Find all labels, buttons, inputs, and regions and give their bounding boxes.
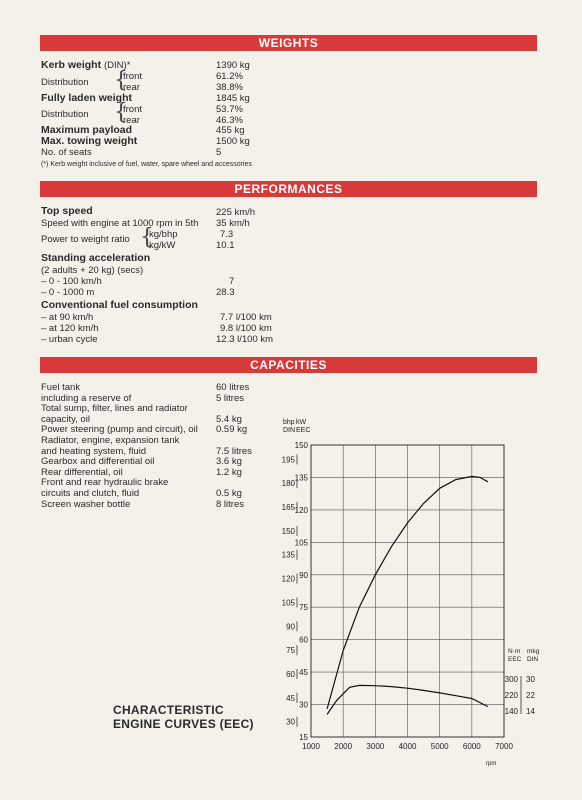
bhp-tick-label: 165: [281, 503, 295, 513]
bhp-tick-label: 75: [286, 646, 295, 656]
brace-icon: {: [140, 225, 154, 250]
rear-label-2: rear: [123, 115, 140, 126]
chart-title-line-2: ENGINE CURVES (EEC): [113, 717, 254, 731]
kw-tick-label: 60: [299, 635, 308, 645]
torque-mkg-tick: 22: [526, 691, 535, 700]
x-tick-label: 7000: [495, 742, 513, 751]
torque-nm-tick: 300: [504, 675, 518, 684]
laden-front-value: 53.7%: [216, 104, 243, 115]
kw-tick-label: 105: [294, 538, 308, 548]
x-tick-label: 2000: [334, 742, 353, 751]
chart-title-line-1: CHARACTERISTIC: [113, 703, 224, 717]
x-tick-label: 6000: [462, 742, 481, 751]
power-weight-label: Power to weight ratio: [41, 234, 130, 245]
fuel-label: Conventional fuel consumption: [41, 299, 198, 311]
kerb-weight-value: 1390 kg: [216, 60, 250, 71]
capacity-label: Gearbox and differential oil: [41, 456, 155, 468]
x-tick-label: 1000: [302, 742, 320, 751]
front-label: front: [123, 71, 143, 82]
laden-rear-value: 46.3%: [216, 115, 243, 126]
torque-mkg-tick: 14: [526, 707, 535, 716]
acc-100-value: 7: [229, 276, 235, 287]
bhp-tick-label: 135: [281, 550, 295, 560]
bhp-unit-label: bhp: [283, 419, 295, 426]
din-unit-label: DIN: [283, 427, 296, 434]
torque-nm-tick: 140: [504, 707, 518, 716]
kw-tick-label: 15: [299, 733, 308, 742]
fuel-120-value: 9.8 l/100 km: [220, 323, 272, 334]
eec-unit-label: EEC: [296, 427, 311, 434]
top-speed-label: Top speed: [41, 205, 93, 217]
torque-eec-unit: EEC: [508, 656, 522, 663]
capacity-label: Radiator, engine, expansion tank: [41, 435, 180, 446]
kw-tick-label: 90: [299, 570, 308, 580]
capacity-label: circuits and clutch, fluid: [41, 488, 140, 499]
performances-header: PERFORMANCES: [40, 181, 537, 197]
kerb-rear-value: 38.8%: [216, 82, 243, 93]
torque-nm-unit: N·m: [508, 648, 521, 655]
capacity-label: including a reserve of: [41, 392, 132, 404]
kw-tick-label: 120: [294, 505, 308, 515]
capacity-label: Fuel tank: [41, 382, 81, 393]
capacity-value: 7.5 litres: [216, 445, 252, 457]
kw-tick-label: 45: [299, 668, 308, 678]
laden-weight-value: 1845 kg: [216, 93, 250, 104]
standing-label: Standing acceleration: [41, 252, 151, 264]
capacity-value: 5.4 kg: [216, 413, 242, 425]
kw-tick-label: 135: [294, 473, 308, 483]
weights-footnote: (*) Kerb weight inclusive of fuel, water, spare wheel and accessories: [41, 161, 252, 168]
acc-100-label: – 0 - 100 km/h: [41, 276, 102, 287]
acc-1000-label: – 0 - 1000 m: [41, 287, 95, 298]
x-tick-label: 3000: [366, 742, 385, 751]
kw-tick-label: 30: [299, 700, 308, 710]
kw-tick-label: 75: [299, 603, 308, 613]
ptw-value-2: 10.1: [216, 240, 235, 251]
top-speed-value: 225 km/h: [216, 207, 256, 218]
capacity-value: 5 litres: [216, 392, 244, 404]
rear-label: rear: [123, 82, 140, 93]
torque-mkg-tick: 30: [526, 675, 535, 684]
capacities-header: CAPACITIES: [40, 357, 537, 373]
torque-din-unit: DIN: [527, 656, 539, 663]
bhp-tick-label: 30: [286, 717, 295, 727]
standing-sub: (2 adults + 20 kg) (secs): [41, 265, 144, 276]
seats-label: No. of seats: [41, 147, 92, 158]
kw-unit-label: kW: [296, 419, 307, 426]
brace-icon: {: [114, 68, 128, 93]
capacity-value: 60 litres: [216, 382, 250, 393]
bhp-tick-label: 105: [281, 598, 295, 608]
front-label-2: front: [123, 104, 143, 115]
bhp-tick-label: 195: [281, 455, 295, 465]
ptw-value-1: 7.3: [220, 229, 234, 240]
bhp-tick-label: 90: [286, 622, 295, 632]
x-axis-label: rpm: [486, 761, 497, 767]
fuel-90-label: – at 90 km/h: [41, 312, 94, 323]
capacity-label: capacity, oil: [41, 413, 90, 425]
capacity-value: 3.6 kg: [216, 456, 242, 468]
speed-1000-value: 35 km/h: [216, 218, 250, 229]
capacity-value: 0.5 kg: [216, 488, 242, 499]
capacity-label: Rear differential, oil: [41, 466, 123, 478]
capacity-label: Total sump, filter, lines and radiator: [41, 403, 188, 415]
speed-1000-label: Speed with engine at 1000 rpm in 5th: [41, 218, 199, 229]
bhp-tick-label: 45: [286, 693, 295, 703]
fuel-120-label: – at 120 km/h: [41, 323, 99, 334]
weights-header: WEIGHTS: [40, 35, 537, 51]
fuel-urban-label: – urban cycle: [41, 334, 98, 345]
acc-1000-value: 28.3: [216, 287, 235, 298]
x-tick-label: 4000: [398, 742, 417, 751]
seats-value: 5: [216, 147, 222, 158]
torque-nm-tick: 220: [504, 691, 518, 700]
bhp-tick-label: 60: [286, 670, 295, 680]
x-tick-label: 5000: [430, 742, 449, 751]
distribution-label: Distribution: [41, 77, 89, 88]
capacity-label: Power steering (pump and circuit), oil: [41, 424, 198, 436]
capacity-label: Front and rear hydraulic brake: [41, 477, 169, 489]
towing-label: Max. towing weight: [41, 135, 138, 147]
payload-label: Maximum payload: [41, 124, 133, 136]
fuel-urban-value: 12.3 l/100 km: [216, 334, 274, 345]
payload-value: 455 kg: [216, 125, 245, 136]
capacity-value: 0.59 kg: [216, 424, 248, 436]
capacity-value: 1.2 kg: [216, 466, 242, 478]
brace-icon: {: [114, 100, 128, 125]
towing-value: 1500 kg: [216, 136, 250, 147]
kw-tick-label: 150: [294, 441, 308, 450]
ptw-unit-kgbhp: kg/bhp: [149, 229, 178, 240]
capacity-label: and heating system, fluid: [41, 445, 147, 457]
ptw-unit-kgkw: kg/kW: [149, 240, 176, 251]
capacity-label: Screen washer bottle: [41, 498, 131, 510]
bhp-tick-label: 120: [281, 574, 295, 584]
fuel-90-value: 7.7 l/100 km: [220, 312, 272, 323]
laden-weight-label: Fully laden weight: [41, 92, 133, 104]
bhp-tick-label: 180: [281, 479, 295, 489]
kerb-front-value: 61.2%: [216, 71, 243, 82]
bhp-tick-label: 150: [281, 526, 295, 536]
capacity-value: 8 litres: [216, 498, 244, 510]
kerb-weight-label: Kerb weight (DIN)*: [41, 59, 131, 71]
distribution-label-2: Distribution: [41, 109, 89, 120]
torque-mkg-unit: mkg: [527, 648, 540, 655]
